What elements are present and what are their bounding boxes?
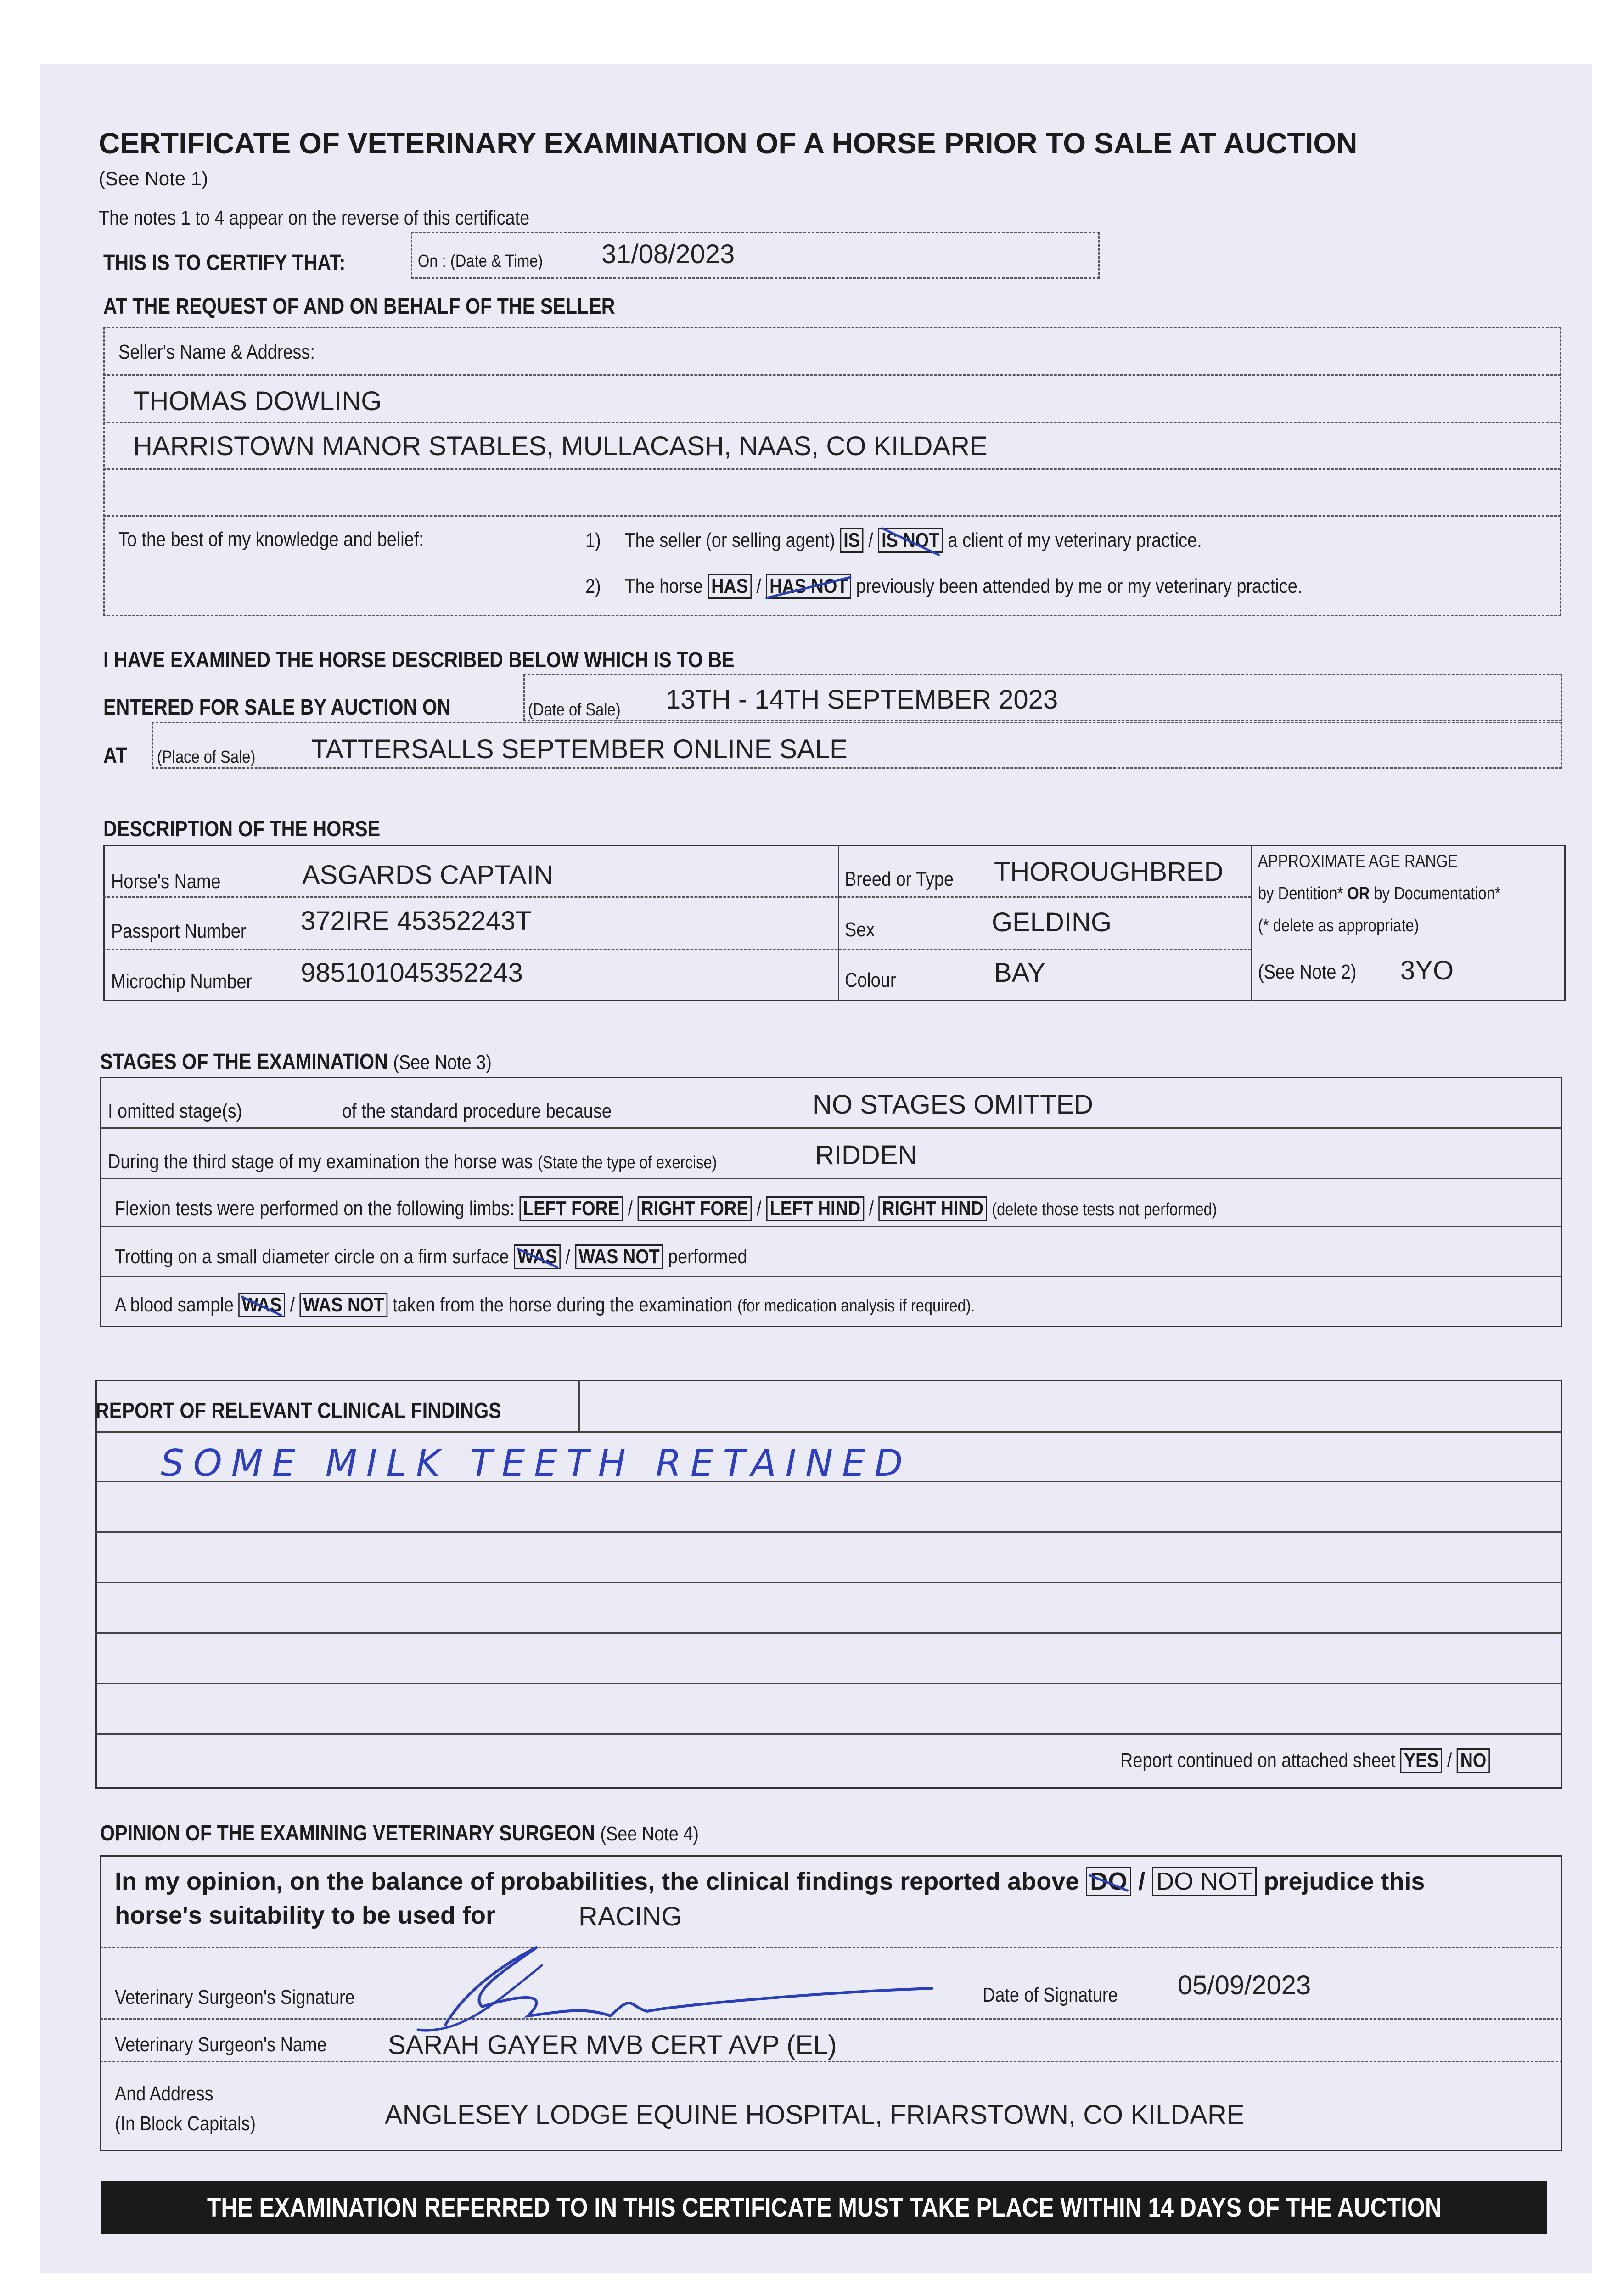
blood-option-was-not[interactable]: WAS NOT <box>300 1293 388 1317</box>
third-stage-label: During the third stage of my examination the horse was (State the type of exercise) <box>108 1150 717 1173</box>
certify-date-value: 31/08/2023 <box>601 239 735 269</box>
limb-right-hind[interactable]: RIGHT HIND <box>878 1196 987 1221</box>
trotting-option-was[interactable]: WAS <box>514 1244 561 1269</box>
trotting-row: Trotting on a small diameter circle on a firm surface WAS / WAS NOT performed <box>115 1244 747 1269</box>
omitted-value[interactable]: NO STAGES OMITTED <box>813 1090 1094 1120</box>
sale-place-value: TATTERSALLS SEPTEMBER ONLINE SALE <box>311 734 848 764</box>
opinion-statement: In my opinion, on the balance of probabilities, the clinical findings reported above DO / DO NOT prejudice this <box>115 1867 1425 1896</box>
colour-label: Colour <box>845 969 896 991</box>
report-heading: REPORT OF RELEVANT CLINICAL FINDINGS <box>95 1399 501 1423</box>
omitted-label-b: of the standard procedure because <box>342 1100 612 1122</box>
sex-value[interactable]: GELDING <box>992 907 1112 937</box>
horse-name-label: Horse's Name <box>111 870 221 893</box>
seller-box <box>103 327 1561 616</box>
sale-heading-2: ENTERED FOR SALE BY AUCTION ON <box>103 695 451 720</box>
sale-place-label: (Place of Sale) <box>157 748 256 767</box>
sale-heading-1: I HAVE EXAMINED THE HORSE DESCRIBED BELOW WHICH IS TO BE <box>103 648 735 672</box>
sale-date-label: (Date of Sale) <box>528 700 621 720</box>
third-stage-value[interactable]: RIDDEN <box>815 1140 917 1170</box>
flexion-row: Flexion tests were performed on the following limbs: LEFT FORE / RIGHT FORE / LEFT HIND / RIGHT HIND (delete those tests not performed) <box>115 1196 1217 1221</box>
stages-heading: STAGES OF THE EXAMINATION (See Note 3) <box>100 1050 492 1074</box>
report-handwritten-finding[interactable]: SOME MILK TEETH RETAINED <box>161 1442 912 1485</box>
option-is-not[interactable]: IS NOT <box>878 528 943 553</box>
microchip-value[interactable]: 985101045352243 <box>301 958 523 988</box>
limb-left-hind[interactable]: LEFT HIND <box>766 1196 864 1221</box>
footer-banner: THE EXAMINATION REFERRED TO IN THIS CERTIFICATE MUST TAKE PLACE WITHIN 14 DAYS OF THE AUCTION <box>101 2181 1547 2234</box>
opinion-use-line: horse's suitability to be used for <box>115 1902 495 1929</box>
opinion-option-do-not[interactable]: DO NOT <box>1152 1867 1257 1896</box>
sale-at-label: AT <box>103 743 127 768</box>
blood-option-was[interactable]: WAS <box>238 1293 285 1317</box>
address-label-2: (In Block Capitals) <box>115 2112 256 2135</box>
horse-name-value[interactable]: ASGARDS CAPTAIN <box>302 860 553 890</box>
opinion-option-do[interactable]: DO <box>1086 1867 1131 1896</box>
continued-yes[interactable]: YES <box>1400 1748 1442 1773</box>
seller-name-address-label: Seller's Name & Address: <box>118 341 315 363</box>
age-by-line: by Dentition* OR by Documentation* <box>1258 884 1501 903</box>
certificate-title: CERTIFICATE OF VETERINARY EXAMINATION OF A HORSE PRIOR TO SALE AT AUCTION <box>99 127 1358 160</box>
signature-label: Veterinary Surgeon's Signature <box>115 1986 355 2009</box>
seller-client-statement: 1) The seller (or selling agent) IS / IS NOT a client of my veterinary practice. <box>585 528 1202 553</box>
age-value[interactable]: 3YO <box>1400 956 1454 985</box>
seller-section-heading: AT THE REQUEST OF AND ON BEHALF OF THE SELLER <box>103 294 615 319</box>
address-label-1: And Address <box>115 2082 213 2105</box>
signature-scribble <box>390 1938 964 2039</box>
opinion-heading: OPINION OF THE EXAMINING VETERINARY SURGEON (See Note 4) <box>100 1821 699 1846</box>
knowledge-label: To the best of my knowledge and belief: <box>118 528 424 551</box>
age-see-note: (See Note 2) <box>1258 961 1357 983</box>
see-note-1: (See Note 1) <box>99 168 208 189</box>
certify-on-label: On : (Date & Time) <box>418 252 543 271</box>
blood-row: A blood sample WAS / WAS NOT taken from the horse during the examination (for medication analysis if required). <box>115 1293 975 1317</box>
trotting-option-was-not[interactable]: WAS NOT <box>575 1244 663 1269</box>
vet-address-value[interactable]: ANGLESEY LODGE EQUINE HOSPITAL, FRIARSTOWN, CO KILDARE <box>385 2100 1245 2130</box>
continued-no[interactable]: NO <box>1457 1748 1490 1773</box>
breed-value[interactable]: THOROUGHBRED <box>994 857 1224 887</box>
vet-name-value[interactable]: SARAH GAYER MVB CERT AVP (EL) <box>388 2030 837 2060</box>
report-box <box>95 1380 1562 1789</box>
certify-label: THIS IS TO CERTIFY THAT: <box>103 251 346 275</box>
vet-name-label: Veterinary Surgeon's Name <box>115 2033 327 2056</box>
sale-date-value: 13TH - 14TH SEPTEMBER 2023 <box>666 685 1058 715</box>
passport-label: Passport Number <box>111 920 247 942</box>
horse-heading: DESCRIPTION OF THE HORSE <box>103 817 381 841</box>
date-of-signature-label: Date of Signature <box>983 1984 1118 2006</box>
notes-line: The notes 1 to 4 appear on the reverse of this certificate <box>99 207 530 229</box>
microchip-label: Microchip Number <box>111 970 253 993</box>
omitted-label-a: I omitted stage(s) <box>108 1100 242 1122</box>
opinion-use-value[interactable]: RACING <box>578 1902 682 1931</box>
seller-address[interactable]: HARRISTOWN MANOR STABLES, MULLACASH, NAAS, CO KILDARE <box>133 431 988 461</box>
option-has-not[interactable]: HAS NOT <box>766 574 851 599</box>
horse-attended-statement: 2) The horse HAS / HAS NOT previously been attended by me or my veterinary practice. <box>585 574 1302 599</box>
passport-value[interactable]: 372IRE 45352243T <box>301 906 532 936</box>
limb-right-fore[interactable]: RIGHT FORE <box>637 1196 752 1221</box>
sex-label: Sex <box>845 918 875 941</box>
seller-name[interactable]: THOMAS DOWLING <box>133 386 382 416</box>
date-of-signature-value[interactable]: 05/09/2023 <box>1178 1970 1311 2000</box>
age-delete-note: (* delete as appropriate) <box>1258 916 1419 935</box>
colour-value[interactable]: BAY <box>994 958 1045 988</box>
age-heading: APPROXIMATE AGE RANGE <box>1258 852 1458 871</box>
option-is[interactable]: IS <box>840 528 864 553</box>
report-continued: Report continued on attached sheet YES / NO <box>1120 1748 1490 1773</box>
breed-label: Breed or Type <box>845 868 954 890</box>
option-has[interactable]: HAS <box>708 574 751 599</box>
limb-left-fore[interactable]: LEFT FORE <box>519 1196 623 1221</box>
